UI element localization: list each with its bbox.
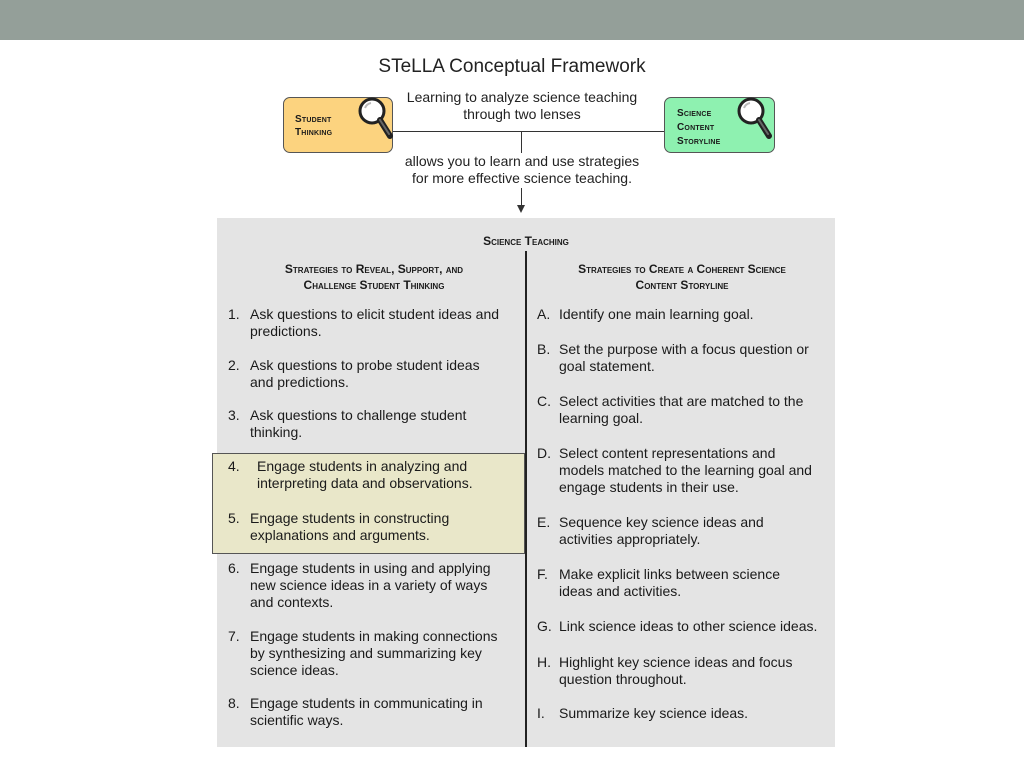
item-number: G. xyxy=(537,618,552,634)
right-column-heading xyxy=(533,261,831,293)
item-text-line: and predictions. xyxy=(250,374,349,390)
item-text xyxy=(559,306,754,323)
item-text xyxy=(250,510,449,544)
item-text-line: Make explicit links between science xyxy=(559,566,780,582)
caption-line: through two lenses xyxy=(463,106,581,122)
item-text-line: Ask questions to challenge student xyxy=(250,407,467,423)
item-text xyxy=(559,445,812,496)
item-text-line: Engage students in constructing xyxy=(250,510,450,526)
item-text-line: Sequence key science ideas and xyxy=(559,514,764,530)
heading-line: Strategies to Reveal, Support, and xyxy=(284,262,464,276)
item-text xyxy=(250,407,466,441)
item-text xyxy=(250,628,498,679)
item-text-line: Engage students in analyzing and xyxy=(257,458,468,474)
top-bar xyxy=(0,0,1024,40)
student-thinking-label xyxy=(295,113,332,139)
item-text-line: Link science ideas to other science ideas. xyxy=(559,618,818,634)
item-text xyxy=(559,566,780,600)
item-text-line: Select content representations and xyxy=(559,445,776,461)
item-text-line: learning goal. xyxy=(559,410,644,426)
lens-label-line: Thinking xyxy=(295,127,333,138)
item-text-line: scientific ways. xyxy=(250,712,344,728)
arrow-down-icon xyxy=(517,205,525,213)
item-text-line: by synthesizing and summarizing key xyxy=(250,645,482,661)
item-text-line: Set the purpose with a focus question or xyxy=(559,341,809,357)
item-text xyxy=(250,357,480,391)
item-text-line: Ask questions to probe student ideas xyxy=(250,357,480,373)
item-number: A. xyxy=(537,306,551,322)
lens-label-line: Student xyxy=(295,114,332,125)
item-number: I. xyxy=(537,705,545,721)
item-text-line: interpreting data and observations. xyxy=(257,475,473,491)
magnifier-icon xyxy=(736,96,772,144)
lens-connector-line xyxy=(393,131,664,132)
caption-line: allows you to learn and use strategies xyxy=(404,153,640,169)
item-number: 1. xyxy=(228,306,240,322)
heading-line: Strategies to Create a Coherent Science xyxy=(578,262,786,276)
item-number: 3. xyxy=(228,407,240,423)
item-text-line: question throughout. xyxy=(559,671,687,687)
item-number: 4. xyxy=(228,458,240,474)
column-divider xyxy=(525,251,527,747)
item-text xyxy=(250,306,499,340)
item-text-line: science ideas. xyxy=(250,662,339,678)
panel-title: Science Teaching xyxy=(483,234,569,248)
item-text-line: and contexts. xyxy=(250,594,334,610)
item-text xyxy=(559,654,792,688)
item-text xyxy=(257,458,473,492)
item-text-line: ideas and activities. xyxy=(559,583,682,599)
lens-label-line: Content xyxy=(677,122,715,133)
item-text-line: activities appropriately. xyxy=(559,531,701,547)
item-text-line: Summarize key science ideas. xyxy=(559,705,749,721)
item-text xyxy=(559,514,764,548)
item-text xyxy=(559,341,809,375)
item-text-line: engage students in their use. xyxy=(559,479,739,495)
item-text-line: Select activities that are matched to the xyxy=(559,393,804,409)
lens-label-line: Science xyxy=(677,108,712,119)
item-text-line: models matched to the learning goal and xyxy=(559,462,812,478)
item-text-line: Engage students in making connections xyxy=(250,628,498,644)
item-number: H. xyxy=(537,654,551,670)
item-text xyxy=(559,618,817,635)
item-number: 6. xyxy=(228,560,240,576)
item-text-line: new science ideas in a variety of ways xyxy=(250,577,488,593)
science-storyline-lens xyxy=(664,97,775,153)
item-text xyxy=(559,705,748,722)
item-number: C. xyxy=(537,393,551,409)
item-text-line: goal statement. xyxy=(559,358,655,374)
item-text-line: Ask questions to elicit student ideas and xyxy=(250,306,500,322)
science-storyline-label xyxy=(677,107,720,149)
item-number: 8. xyxy=(228,695,240,711)
item-text-line: predictions. xyxy=(250,323,322,339)
item-text-line: explanations and arguments. xyxy=(250,527,430,543)
item-text xyxy=(250,560,491,611)
lens-caption xyxy=(372,89,672,123)
item-text-line: Engage students in communicating in xyxy=(250,695,483,711)
item-text xyxy=(559,393,803,427)
item-number: F. xyxy=(537,566,548,582)
caption-line: Learning to analyze science teaching xyxy=(406,89,638,105)
heading-line: Challenge Student Thinking xyxy=(303,278,445,292)
item-text-line: Engage students in using and applying xyxy=(250,560,491,576)
strategy-caption xyxy=(372,153,672,187)
item-number: B. xyxy=(537,341,551,357)
connector-stem xyxy=(521,131,522,153)
item-number: 7. xyxy=(228,628,240,644)
page-title: STeLLA Conceptual Framework xyxy=(378,56,646,77)
item-text-line: Highlight key science ideas and focus xyxy=(559,654,793,670)
left-column-heading xyxy=(229,261,519,293)
item-text xyxy=(250,695,483,729)
item-number: D. xyxy=(537,445,551,461)
item-number: E. xyxy=(537,514,551,530)
lens-label-line: Storyline xyxy=(677,136,721,147)
item-text-line: thinking. xyxy=(250,424,303,440)
item-number: 2. xyxy=(228,357,240,373)
item-number: 5. xyxy=(228,510,240,526)
caption-line: for more effective science teaching. xyxy=(412,170,632,186)
item-text-line: Identify one main learning goal. xyxy=(559,306,754,322)
heading-line: Content Storyline xyxy=(635,278,729,292)
